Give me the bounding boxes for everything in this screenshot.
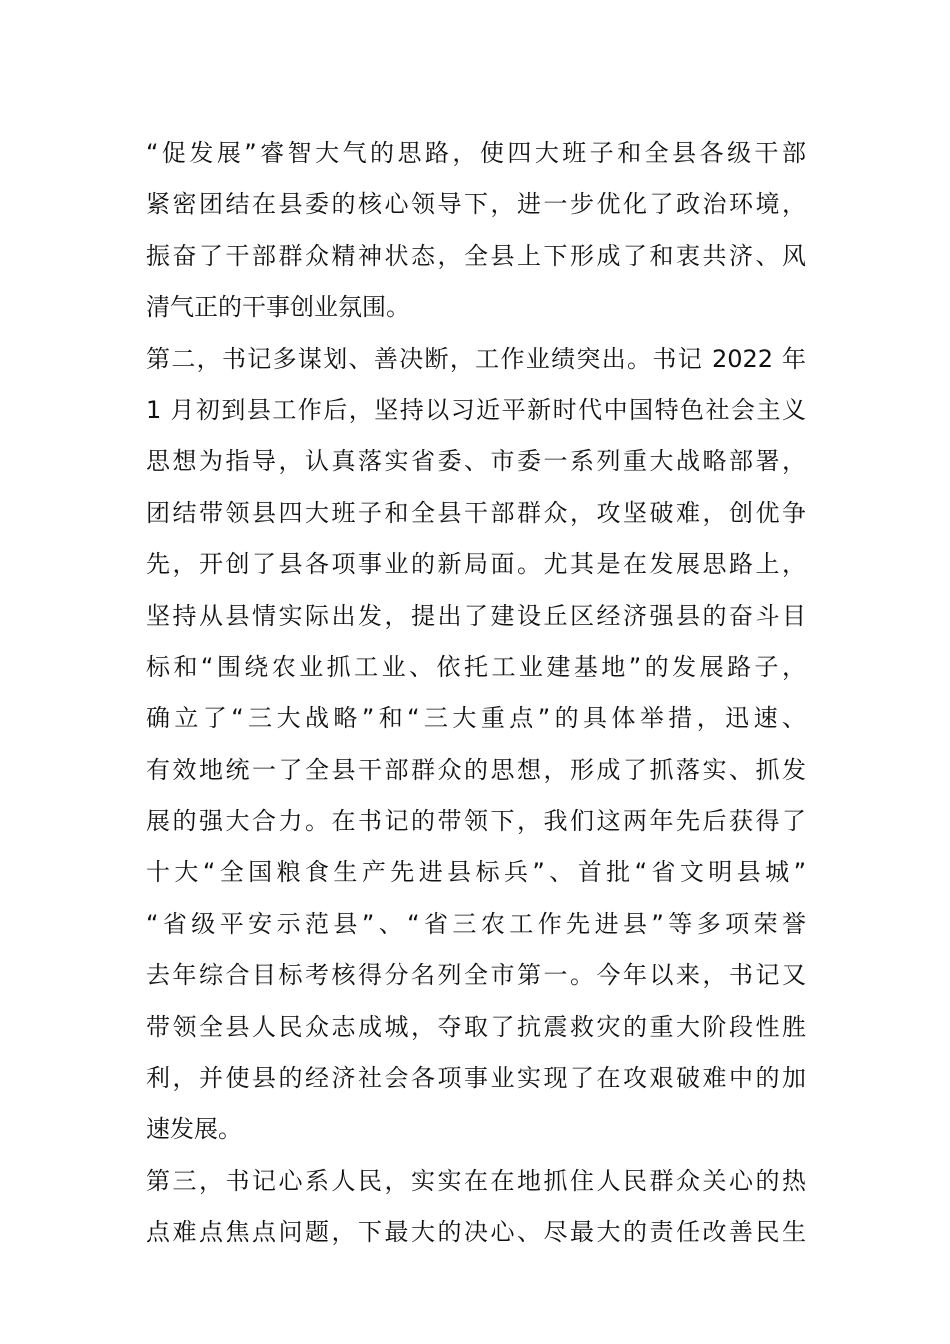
text-line: 团结带领县四大班子和全县干部群众，攻坚破难，创优争	[146, 498, 806, 527]
text-line: 清气正的干事创业氛围。	[146, 293, 410, 322]
text-line: 十大“全国粮食生产先进县标兵”、首批“省文明县城”	[146, 858, 806, 887]
text-line: 紧密团结在县委的核心领导下，进一步优化了政治环境，	[146, 190, 806, 219]
document-body	[146, 128, 806, 1259]
text-line: 第二，书记多谋划、善决断，工作业绩突出。书记 2022 年	[146, 344, 806, 373]
text-line: 标和“围绕农业抓工业、依托工业建基地”的发展路子，	[146, 652, 806, 681]
text-line: 速发展。	[146, 1115, 242, 1144]
text-line: 1 月初到县工作后，坚持以习近平新时代中国特色社会主义	[146, 395, 806, 424]
text-line: 去年综合目标考核得分名列全市第一。今年以来，书记又	[146, 961, 806, 990]
text-line: 第三，书记心系人民，实实在在地抓住人民群众关心的热	[146, 1166, 806, 1195]
text-line: 思想为指导，认真落实省委、市委一系列重大战略部署，	[146, 447, 806, 476]
text-line: 先，开创了县各项事业的新局面。尤其是在发展思路上，	[146, 550, 806, 579]
paragraph-1	[146, 128, 806, 334]
paragraph-2	[146, 334, 806, 1156]
text-line: 振奋了干部群众精神状态，全县上下形成了和衷共济、风	[146, 241, 806, 270]
text-line: 点难点焦点问题，下最大的决心、尽最大的责任改善民生	[146, 1218, 806, 1247]
text-line: 坚持从县情实际出发，提出了建设丘区经济强县的奋斗目	[146, 601, 806, 630]
text-line: 确立了“三大战略”和“三大重点”的具体举措，迅速、	[146, 704, 806, 733]
paragraph-3	[146, 1156, 806, 1259]
text-line: “省级平安示范县”、“省三农工作先进县”等多项荣誉	[146, 909, 806, 938]
text-line: 有效地统一了全县干部群众的思想，形成了抓落实、抓发	[146, 755, 806, 784]
text-line: “促发展”睿智大气的思路，使四大班子和全县各级干部	[146, 139, 806, 167]
text-line: 带领全县人民众志成城，夺取了抗震救灾的重大阶段性胜	[146, 1012, 806, 1041]
text-line: 利，并使县的经济社会各项事业实现了在攻艰破难中的加	[146, 1064, 806, 1093]
text-line: 展的强大合力。在书记的带领下，我们这两年先后获得了	[146, 807, 806, 836]
